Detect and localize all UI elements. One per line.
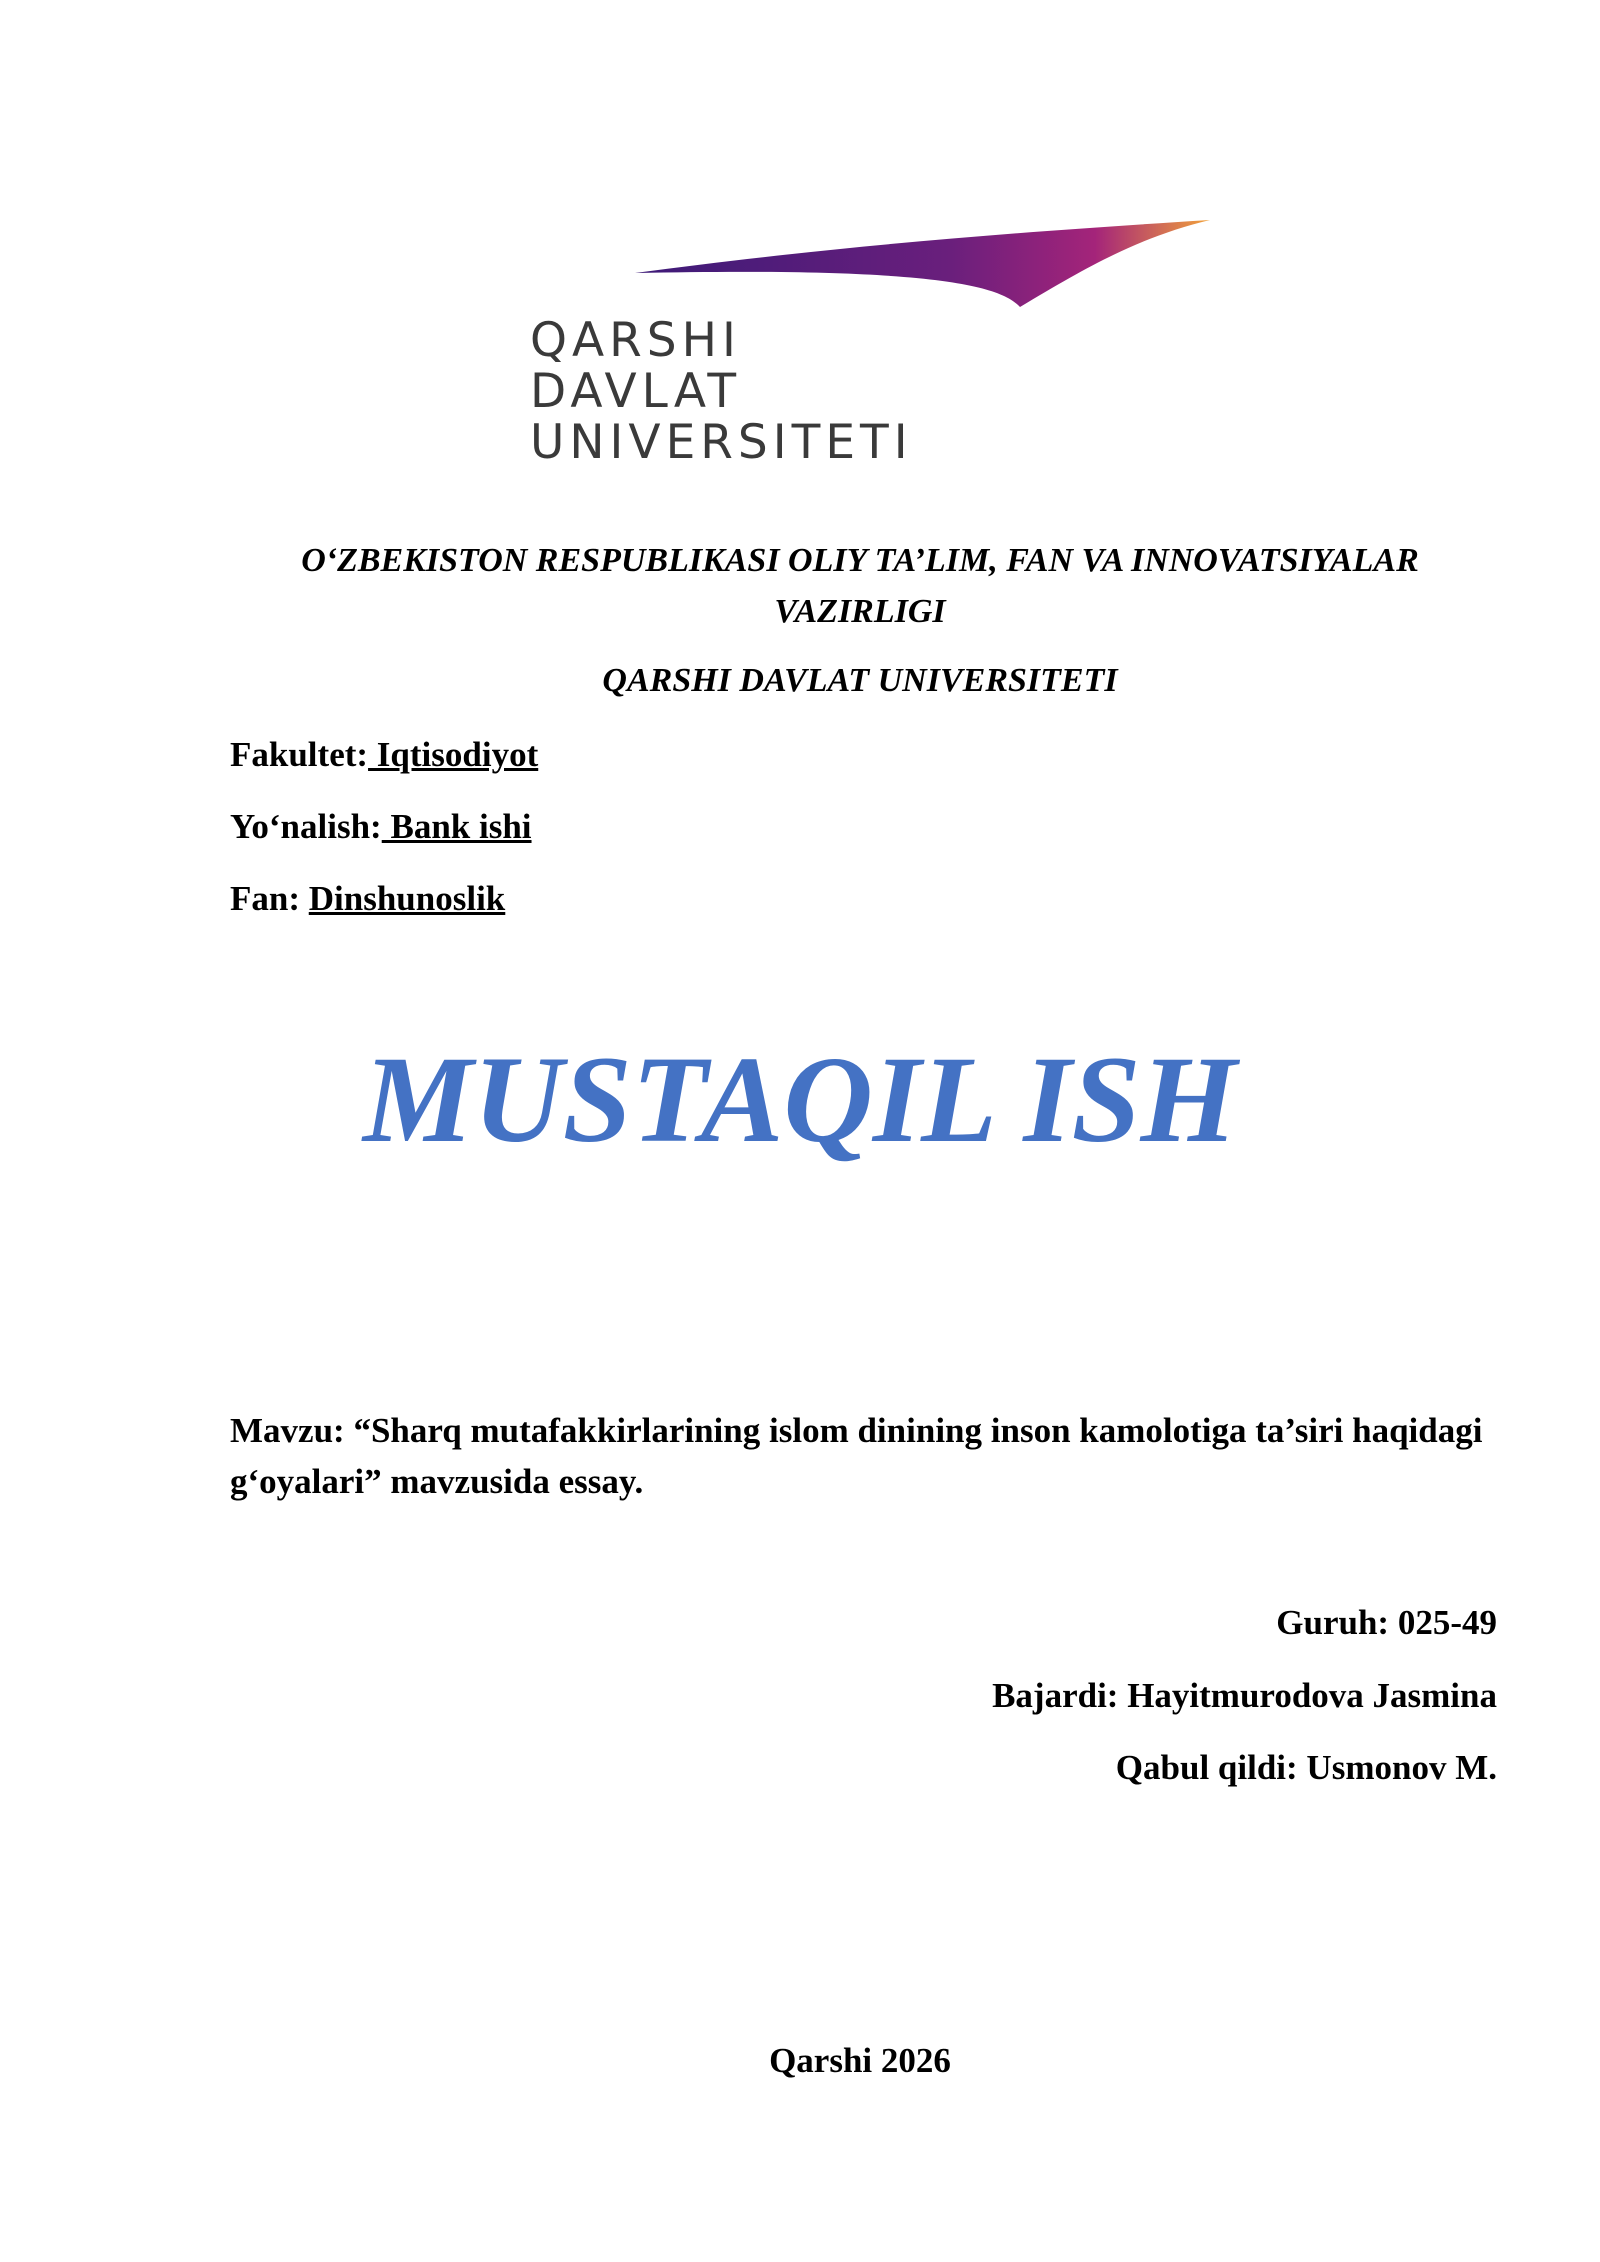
logo-swoosh-icon [530,205,1230,315]
logo-line-1: QARSHI [530,313,741,368]
university-logo [530,205,1230,485]
faculty-label: Fakultet: [230,735,369,774]
group-info: Guruh: 025-49 [1276,1603,1497,1642]
place-year: Qarshi 2026 [769,2041,951,2080]
direction-field [230,804,532,850]
logo-line-2: DAVLAT [530,364,742,419]
faculty-value: Iqtisodiyot [368,735,539,774]
faculty-field [230,732,538,778]
subject-value: Dinshunoslik [308,879,506,918]
direction-value: Bank ishi [381,807,532,846]
author-info: Bajardi: Hayitmurodova Jasmina [992,1676,1497,1715]
direction-label: Yo‘nalish: [230,807,382,846]
university-heading: QARSHI DAVLAT UNIVERSITETI [602,662,1118,699]
ministry-heading: O‘ZBEKISTON RESPUBLIKASI OLIY TA’LIM, FAN VA INNOVATSIYALAR VAZIRLIGI [301,542,1419,630]
subject-field [230,876,505,922]
document-title: MUSTAQIL ISH [363,1031,1237,1168]
logo-text [530,315,913,468]
subject-label: Fan: [230,879,300,918]
topic-text: Mavzu: “Sharq mutafakkirlarining islom dinining inson kamolotiga ta’siri haqidagi g‘oyalari” mavzusida essay. [230,1411,1483,1501]
accepted-by-info: Qabul qildi: Usmonov M. [1115,1748,1497,1787]
logo-line-3: UNIVERSITETI [530,415,913,470]
